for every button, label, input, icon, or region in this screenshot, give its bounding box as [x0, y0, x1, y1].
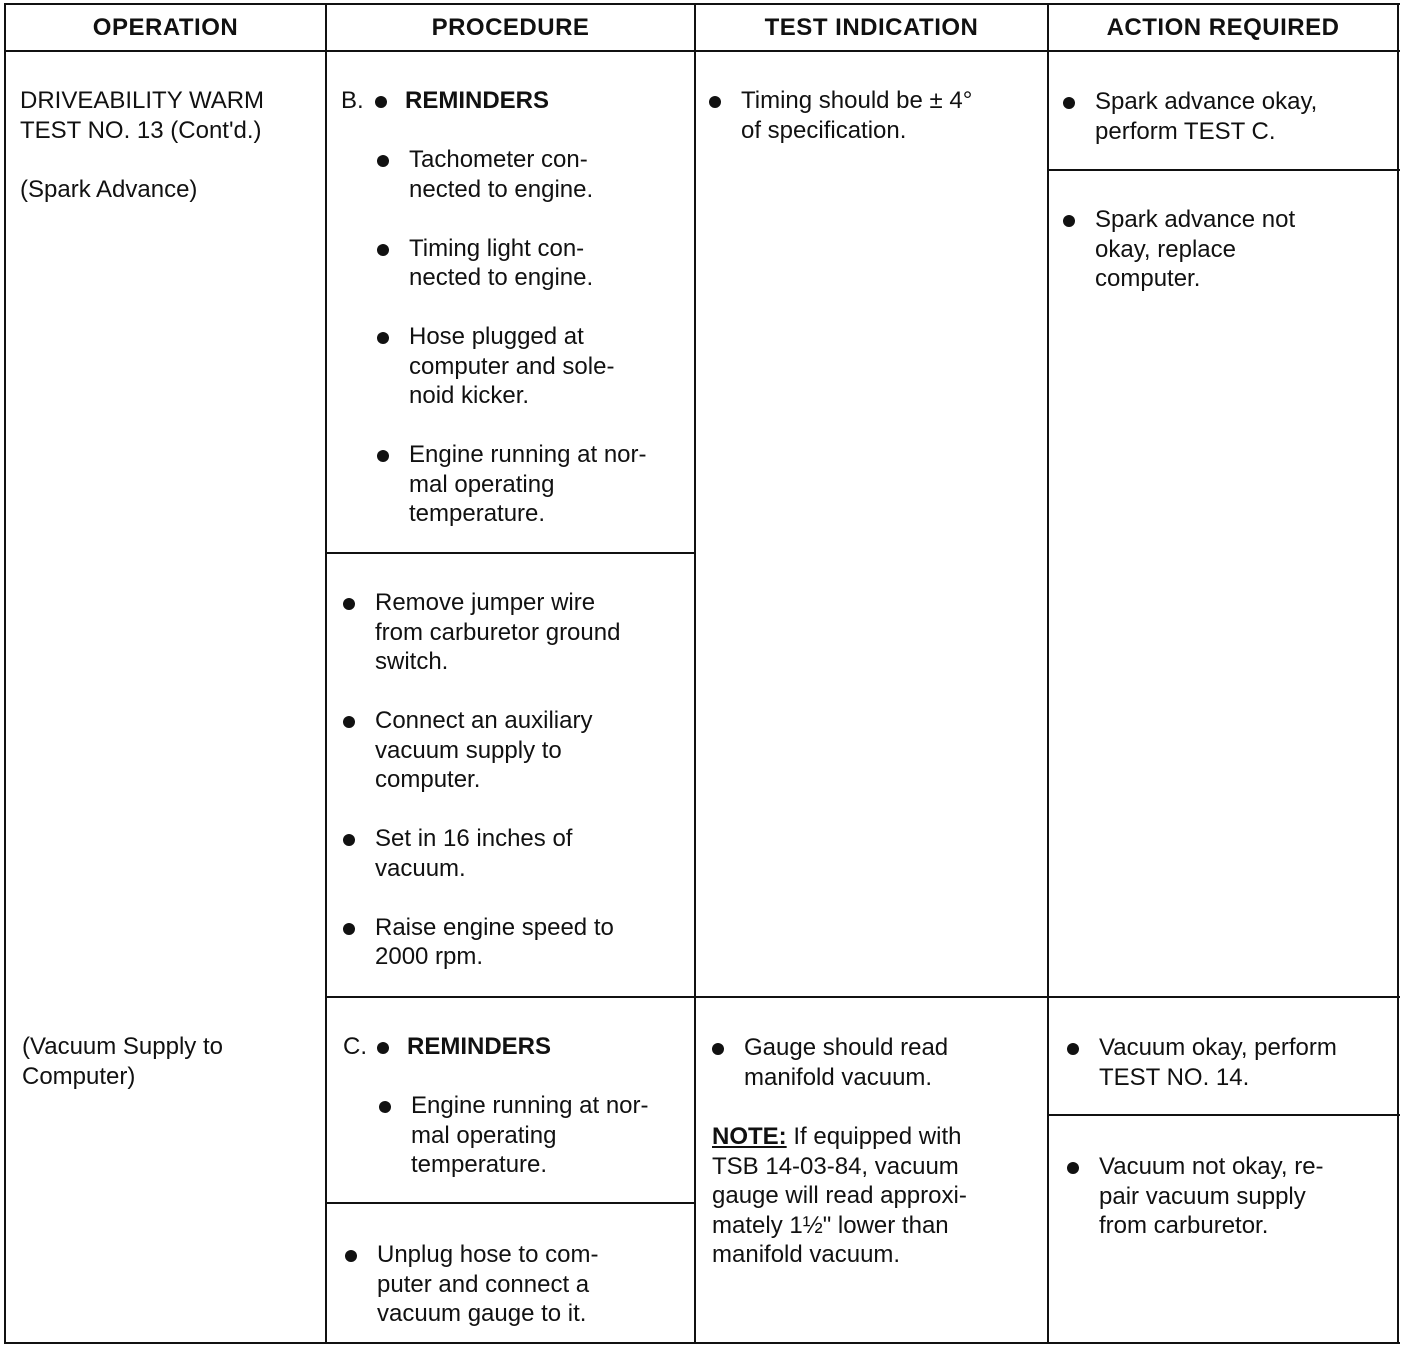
bullet-icon — [375, 96, 387, 108]
action-item — [1065, 1033, 1395, 1092]
reminder-text: Hose plugged at computer and sole- noid kicker. — [409, 323, 615, 409]
procedure-c-divider — [325, 1202, 696, 1204]
header-bottom-border — [4, 50, 1400, 52]
action-divider-1 — [1047, 169, 1400, 171]
reminders-title: REMINDERS — [407, 1033, 552, 1060]
note-label: NOTE: — [712, 1123, 787, 1150]
procedure-step — [341, 588, 691, 677]
bullet-icon — [1067, 1043, 1079, 1055]
reminder-text: Engine running at nor- mal operating temperature. — [409, 441, 647, 527]
procedure-letter: B. — [341, 87, 364, 114]
action-divider-2 — [1047, 1114, 1400, 1116]
bullet-icon — [343, 598, 355, 610]
step-text: Unplug hose to com- puter and connect a vacuum gauge to it. — [377, 1241, 599, 1327]
action-text: Spark advance okay, perform TEST C. — [1095, 88, 1318, 145]
note-block — [712, 1122, 1042, 1270]
bullet-icon — [345, 1250, 357, 1262]
bullet-icon — [377, 244, 389, 256]
row-divider — [325, 996, 1400, 998]
bullet-icon — [712, 1043, 724, 1055]
table-left-border — [4, 3, 6, 1344]
bullet-icon — [343, 834, 355, 846]
indication-text: Gauge should read manifold vacuum. — [744, 1034, 949, 1091]
action-item — [1061, 87, 1395, 146]
action-text: Vacuum not okay, re- pair vacuum supply from carburetor. — [1099, 1153, 1324, 1239]
action-item — [1065, 1152, 1395, 1241]
bullet-icon — [1063, 97, 1075, 109]
reminders-heading — [343, 1032, 693, 1062]
step-text: Connect an auxiliary vacuum supply to computer. — [375, 707, 593, 793]
reminder-text: Tachometer con- nected to engine. — [409, 146, 594, 203]
header-test-indication: TEST INDICATION — [764, 14, 979, 41]
col-divider-2 — [694, 3, 696, 1344]
header-operation: OPERATION — [92, 14, 239, 41]
action-spark-not-okay — [1061, 205, 1395, 294]
reminders-heading — [341, 86, 691, 116]
action-vacuum-not-okay — [1065, 1152, 1395, 1241]
reminder-item — [375, 145, 691, 204]
reminder-text: Engine running at nor- mal operating temperature. — [411, 1092, 649, 1178]
reminder-item — [375, 322, 691, 411]
col-divider-3 — [1047, 3, 1049, 1344]
bullet-icon — [343, 716, 355, 728]
table-top-border — [4, 3, 1400, 5]
col-divider-1 — [325, 3, 327, 1344]
action-text: Spark advance not okay, replace computer. — [1095, 206, 1296, 292]
bullet-icon — [1067, 1162, 1079, 1174]
procedure-step — [343, 1240, 693, 1329]
procedure-c-steps — [343, 1240, 693, 1329]
bullet-icon — [709, 96, 721, 108]
procedure-b-reminders — [341, 86, 691, 529]
indication-text: Timing should be ± 4° of specification. — [741, 87, 973, 144]
indication-item — [707, 86, 1043, 145]
note-text: If equipped with TSB 14-03-84, vacuum gauge will read approxi- mately 1½" lower than manifold vacuum. — [712, 1123, 967, 1268]
procedure-b-divider — [325, 552, 696, 554]
bullet-icon — [377, 1042, 389, 1054]
bullet-icon — [377, 450, 389, 462]
step-text: Remove jumper wire from carburetor ground switch. — [375, 589, 621, 675]
operation-title-line1: DRIVEABILITY WARM — [20, 87, 265, 114]
procedure-b-steps — [341, 588, 691, 972]
test-indication-gauge — [710, 1033, 1044, 1092]
procedure-letter: C. — [343, 1033, 367, 1060]
procedure-step — [341, 824, 691, 883]
header-action-required: ACTION REQUIRED — [1106, 14, 1340, 41]
header-procedure: PROCEDURE — [431, 14, 590, 41]
action-item — [1061, 205, 1395, 294]
reminders-title: REMINDERS — [405, 87, 550, 114]
action-vacuum-okay — [1065, 1033, 1395, 1092]
reminder-item — [375, 234, 691, 293]
procedure-c-reminders — [343, 1032, 693, 1180]
operation-subtitle: (Spark Advance) — [20, 175, 198, 203]
reminder-item — [375, 440, 691, 529]
step-text: Raise engine speed to 2000 rpm. — [375, 913, 614, 970]
bullet-icon — [1063, 215, 1075, 227]
operation-cell-vacuum-supply: (Vacuum Supply to Computer) — [22, 1033, 223, 1090]
action-spark-okay — [1061, 87, 1395, 146]
step-text: Set in 16 inches of vacuum. — [375, 825, 573, 882]
bullet-icon — [377, 155, 389, 167]
operation-title-line2: TEST NO. 13 (Cont'd.) — [20, 116, 262, 144]
indication-item — [710, 1033, 1044, 1092]
action-text: Vacuum okay, perform TEST NO. 14. — [1099, 1034, 1337, 1091]
bullet-icon — [379, 1101, 391, 1113]
test-indication-timing — [707, 86, 1043, 145]
reminder-text: Timing light con- nected to engine. — [409, 234, 594, 291]
operation-cell-spark-advance — [20, 86, 320, 204]
procedure-step — [341, 913, 691, 972]
procedure-step — [341, 706, 691, 795]
table-bottom-border — [4, 1342, 1400, 1344]
reminder-item — [377, 1091, 693, 1180]
bullet-icon — [343, 923, 355, 935]
table-right-border — [1397, 3, 1399, 1344]
bullet-icon — [377, 332, 389, 344]
